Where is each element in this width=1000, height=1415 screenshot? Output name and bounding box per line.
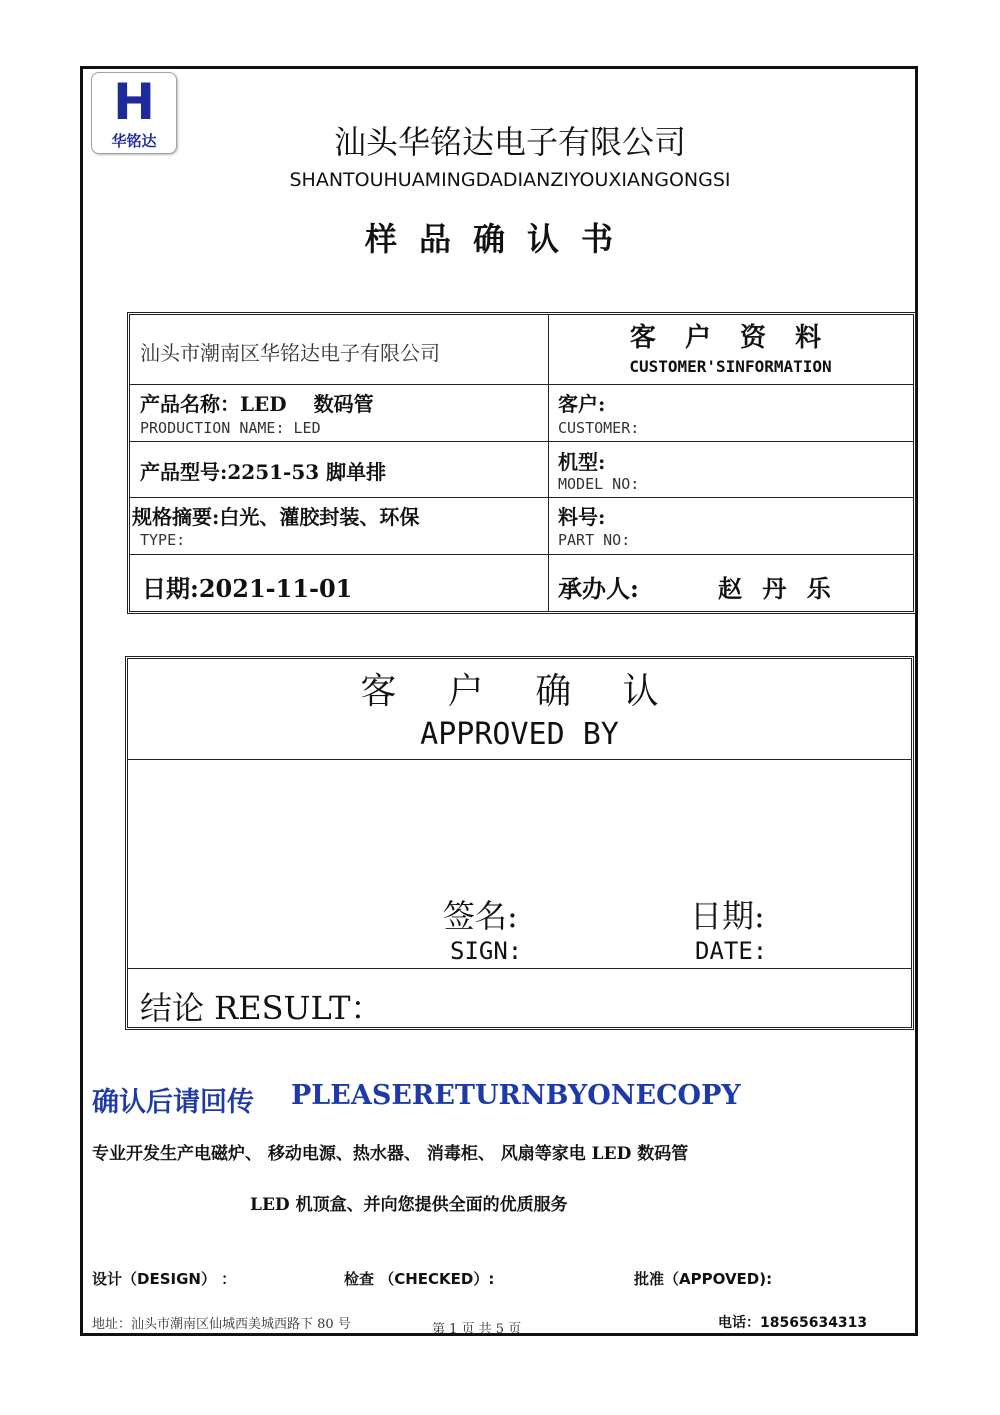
handler-label: 承办人: xyxy=(558,574,639,603)
logo-mark: H xyxy=(113,73,155,131)
company-logo xyxy=(91,72,177,154)
part-label: 料号: xyxy=(558,505,606,529)
footer-page-number: 第 1 页 共 5 页 xyxy=(432,1322,522,1337)
product-model: 产品型号:2251-53 脚单排 xyxy=(140,460,387,484)
customer-info-subtitle: CUSTOMER'SINFORMATION xyxy=(629,357,832,376)
part-label-en: PART NO: xyxy=(558,531,631,549)
table-divider xyxy=(128,759,911,760)
sign-label-zh: 签名: xyxy=(443,897,518,935)
approved-signoff: 批准（APPOVED): xyxy=(634,1270,773,1288)
product-name-en: PRODUCTION NAME: LED xyxy=(140,419,321,437)
services-line-1: 专业开发生产电磁炉、 移动电源、热水器、 消毒柜、 风扇等家电 LED 数码管 xyxy=(92,1144,689,1164)
date-label-en: DATE: xyxy=(695,937,768,965)
handler-name: 赵 丹 乐 xyxy=(718,574,837,603)
result-label: 结论 RESULT： xyxy=(140,989,383,1027)
document-title: 样品确认书 xyxy=(364,220,635,258)
return-note-en: PLEASERETURNBYONECOPY xyxy=(291,1080,741,1111)
company-name-zh: 汕头华铭达电子有限公司 xyxy=(333,123,686,161)
table-divider xyxy=(130,384,913,385)
info-table xyxy=(127,312,916,614)
table-divider xyxy=(130,554,913,555)
return-note-zh: 确认后请回传 xyxy=(92,1087,254,1118)
product-name-label: 产品名称：LED 数码管 xyxy=(140,392,374,416)
machine-label: 机型: xyxy=(558,450,606,474)
date-label-zh: 日期: xyxy=(690,897,765,935)
approval-table xyxy=(125,656,914,1030)
machine-label-en: MODEL NO: xyxy=(558,475,640,493)
services-line-2: LED 机顶盒、并向您提供全面的优质服务 xyxy=(250,1195,568,1215)
approval-title-en: APPROVED BY xyxy=(420,717,619,752)
footer-address: 地址：汕头市潮南区仙城西美城西路下 80 号 xyxy=(92,1317,351,1332)
customer-label-en: CUSTOMER: xyxy=(558,419,640,437)
approval-title-zh: 客 户 确 认 xyxy=(360,671,679,712)
spec-summary: 规格摘要:白光、灌胶封装、环保 xyxy=(132,505,420,529)
company-name-pinyin: SHANTOUHUAMINGDADIANZIYOUXIANGONGSI xyxy=(289,169,731,191)
date-field: 日期:2021-11-01 xyxy=(142,574,353,603)
table-divider xyxy=(130,497,913,498)
supplier-name: 汕头市潮南区华铭达电子有限公司 xyxy=(140,341,440,365)
logo-subtitle: 华铭达 xyxy=(111,132,157,150)
customer-label: 客户: xyxy=(558,392,606,416)
customer-info-title: 客 户 资 料 xyxy=(629,323,832,353)
table-divider xyxy=(130,441,913,442)
spec-type-en: TYPE: xyxy=(140,531,186,549)
design-signoff: 设计（DESIGN） ： xyxy=(92,1270,237,1288)
footer-phone: 电话：18565634313 xyxy=(718,1315,868,1331)
checked-signoff: 检查 （CHECKED）: xyxy=(344,1270,495,1288)
sign-label-en: SIGN: xyxy=(450,937,523,965)
table-divider xyxy=(128,968,911,969)
